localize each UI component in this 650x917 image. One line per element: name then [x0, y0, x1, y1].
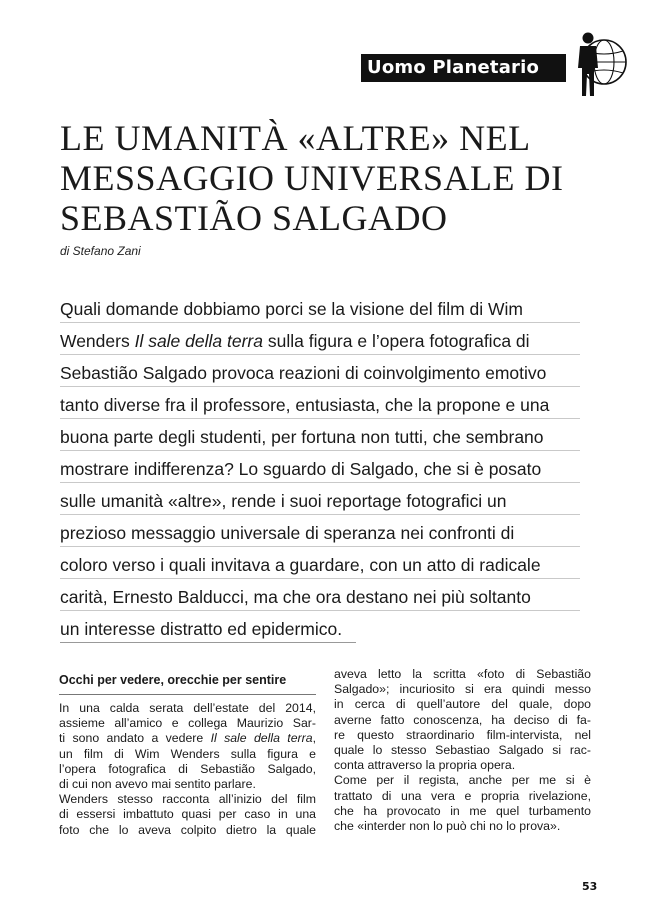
- body-column-left: [59, 672, 316, 838]
- body-line: Wenders stesso racconta all’inizio del film: [59, 792, 316, 807]
- body-line: quale lo stesso Sebastiao Salgado si rac-: [334, 743, 591, 758]
- lead-line: [60, 323, 580, 355]
- lead-line: prezioso messaggio universale di speranza nei confronti di: [60, 515, 580, 547]
- lead-line: sulle umanità «altre», rende i suoi reportage fotografici un: [60, 483, 580, 515]
- body-text: ti sono andato a vedere: [59, 731, 211, 746]
- rubric-label: Uomo Planetario: [361, 54, 566, 82]
- body-line: un film di Wim Wenders sulla figura e: [59, 746, 316, 761]
- lead-line: un interesse distratto ed epidermico.: [60, 611, 356, 643]
- body-line: l’opera fotografica di Sebastião Salgado,: [59, 761, 316, 776]
- body-line: Come per il regista, anche per me si è: [334, 773, 591, 788]
- lead-line: coloro verso i quali invitava a guardare, con un atto di radicale: [60, 547, 580, 579]
- title-line: LE UMANITÀ «ALTRE» NEL: [60, 118, 531, 158]
- film-title: Il sale della terra: [210, 731, 313, 746]
- body-line: Salgado»; incuriosito si era quindi messo: [334, 682, 591, 697]
- page-number: 53: [582, 880, 598, 893]
- lead-paragraph: [60, 291, 580, 643]
- byline: di Stefano Zani: [60, 244, 141, 258]
- body-line: conta attraverso la propria opera.: [334, 758, 516, 773]
- lead-line: Sebastião Salgado provoca reazioni di coinvolgimento emotivo: [60, 355, 580, 387]
- film-title: Il sale della terra: [134, 331, 263, 351]
- body-line: che ha provocato in me quel turbamento: [334, 803, 591, 818]
- man-globe-icon: [566, 30, 628, 100]
- section-heading: Occhi per vedere, orecchie per sentire: [59, 672, 316, 695]
- body-line: averne fatto conoscenza, ha deciso di fa-: [334, 712, 591, 727]
- lead-text: Wenders: [60, 331, 135, 351]
- body-line: di cui non avevo mai sentito parlare.: [59, 777, 256, 792]
- lead-line: buona parte degli studenti, per fortuna non tutti, che sembrano: [60, 419, 580, 451]
- body-column-right: [334, 667, 591, 834]
- body-line: che «interder non lo può chi no lo prova».: [334, 819, 561, 834]
- lead-text: sulla figura e l’opera fotografica di: [267, 331, 530, 351]
- article-title: [60, 118, 620, 238]
- lead-line: Quali domande dobbiamo porci se la visione del film di Wim: [60, 291, 580, 323]
- title-line: SEBASTIÃO SALGADO: [60, 198, 448, 238]
- body-line: foto che lo aveva colpito dietro la quale: [59, 822, 316, 837]
- lead-line: tanto diverse fra il professore, entusiasta, che la propone e una: [60, 387, 580, 419]
- body-line: re questo straordinario film-intervista, nel: [334, 727, 591, 742]
- body-line: assieme all’amico e collega Maurizio Sar-: [59, 716, 316, 731]
- body-line: di essersi imbattuto quasi per caso in una: [59, 807, 316, 822]
- title-line: MESSAGGIO UNIVERSALE DI: [60, 158, 564, 198]
- body-line: In una calda serata dell’estate del 2014,: [59, 701, 316, 715]
- body-line: in cerca di quell’autore del quale, dopo: [334, 697, 591, 712]
- body-line: aveva letto la scritta «foto di Sebastião: [334, 667, 591, 681]
- body-line: trattato di una vera e propria rivelazione,: [334, 788, 591, 803]
- lead-line: carità, Ernesto Balducci, ma che ora destano nei più soltanto: [60, 579, 580, 611]
- lead-line: mostrare indifferenza? Lo sguardo di Salgado, che si è posato: [60, 451, 580, 483]
- body-line: ti sono andato a vedere Il sale della terra,: [59, 731, 316, 746]
